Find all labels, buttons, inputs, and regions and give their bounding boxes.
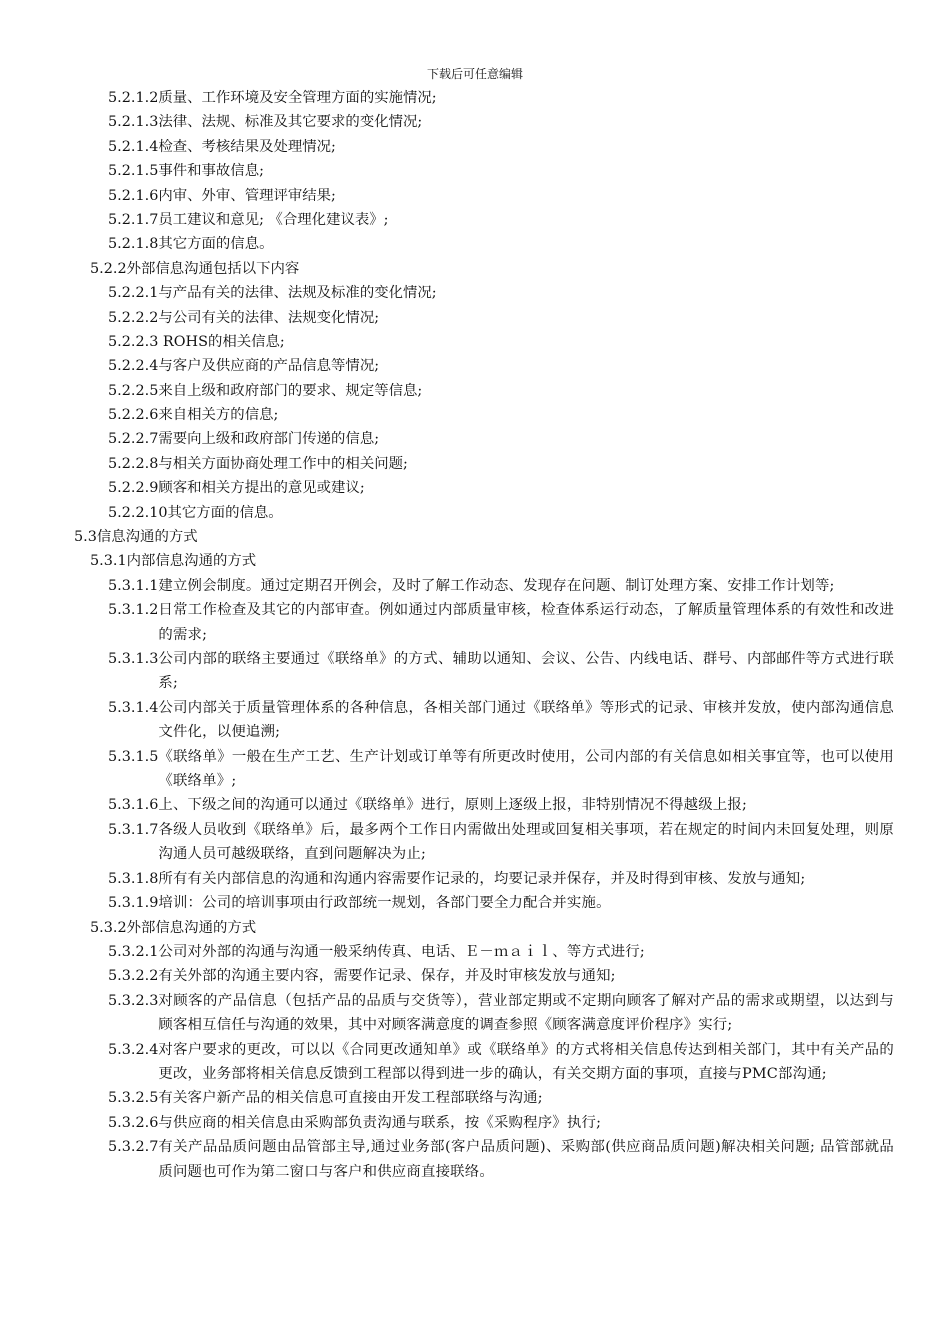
clause-text: 上、下级之间的沟通可以通过《联络单》进行，原则上逐级上报，非特别情况不得越级上报; bbox=[158, 797, 748, 814]
clause-number: 5.3.2.7 bbox=[108, 1139, 159, 1156]
clause-text: 公司内部的联络主要通过《联络单》的方式、辅助以通知、会议、公告、内线电话、群号、内部邮件等方式进行联系; bbox=[158, 651, 894, 692]
list-item: 5.2.2.10其它方面的信息。 bbox=[108, 504, 283, 521]
document-body bbox=[0, 86, 950, 1184]
section-heading-5-2-2: 5.2.2外部信息沟通包括以下内容 bbox=[90, 260, 300, 277]
list-item: 5.2.1.5事件和事故信息; bbox=[108, 163, 264, 180]
clause-item bbox=[0, 745, 894, 794]
page-header: 下载后可任意编辑 bbox=[426, 67, 523, 81]
clause-number: 5.3.2.6 bbox=[108, 1114, 159, 1131]
list-item: 5.2.1.2质量、工作环境及安全管理方面的实施情况; bbox=[108, 90, 437, 106]
clause-item bbox=[0, 1111, 894, 1135]
clause-number: 5.3.1.1 bbox=[108, 577, 159, 594]
clause-text: 建立例会制度。通过定期召开例会，及时了解工作动态、发现存在问题、制订处理方案、安排工作计划等; bbox=[158, 577, 835, 594]
clause-item bbox=[0, 891, 894, 915]
clause-item bbox=[0, 818, 894, 867]
section-heading-5-3-2: 5.3.2外部信息沟通的方式 bbox=[90, 919, 257, 936]
clause-item bbox=[0, 940, 894, 964]
clause-number: 5.3.1.3 bbox=[108, 651, 159, 668]
clause-item bbox=[0, 964, 894, 988]
clause-number: 5.3.1.9 bbox=[108, 895, 159, 912]
clause-text: 与供应商的相关信息由采购部负责沟通与联系，按《采购程序》执行; bbox=[158, 1114, 602, 1131]
list-item: 5.2.2.1与产品有关的法律、法规及标准的变化情况; bbox=[108, 285, 437, 302]
list-item: 5.2.2.8与相关方面协商处理工作中的相关问题; bbox=[108, 455, 408, 472]
clause-item bbox=[0, 867, 894, 891]
clause-text: 培训：公司的培训事项由行政部统一规划，各部门要全力配合并实施。 bbox=[158, 895, 611, 912]
list-item: 5.2.2.4与客户及供应商的产品信息等情况; bbox=[108, 358, 380, 375]
clause-number: 5.3.1.5 bbox=[108, 748, 159, 765]
clause-item bbox=[0, 1038, 894, 1087]
section-heading-5-3: 5.3信息沟通的方式 bbox=[74, 529, 198, 546]
list-item: 5.2.1.3法律、法规、标准及其它要求的变化情况; bbox=[108, 114, 423, 131]
clause-text: 公司内部关于质量管理体系的各种信息，各相关部门通过《联络单》等形式的记录、审核并发放，使内部沟通信息文件化，以便追溯; bbox=[158, 699, 894, 741]
clause-number: 5.3.2.5 bbox=[108, 1090, 159, 1107]
clause-text: 有关产品品质问题由品管部主导,通过业务部(客户品质问题)、采购部(供应商品质问题)解决相关问题; 品管部就品质问题也可作为第二窗口与客户和供应商直接联络。 bbox=[158, 1139, 894, 1180]
list-item: 5.2.2.6来自相关方的信息; bbox=[108, 407, 279, 424]
clause-item bbox=[0, 793, 894, 817]
clause-text: 各级人员收到《联络单》后，最多两个工作日内需做出处理或回复相关事项，若在规定的时间内未回复处理，则原沟通人员可越级联络，直到问题解决为止; bbox=[158, 821, 894, 863]
clause-number: 5.3.1.2 bbox=[108, 602, 159, 619]
clause-text: 《联络单》一般在生产工艺、生产计划或订单等有所更改时使用，公司内部的有关信息如相关事宜等，也可以使用《联络单》; bbox=[158, 748, 894, 790]
clause-number: 5.3.1.6 bbox=[108, 797, 159, 814]
list-item: 5.2.1.7员工建议和意见; 《合理化建议表》; bbox=[108, 211, 389, 228]
clause-item bbox=[0, 647, 894, 696]
list-item: 5.2.2.7需要向上级和政府部门传递的信息; bbox=[108, 431, 380, 448]
clause-number: 5.3.1.7 bbox=[108, 821, 159, 838]
list-item: 5.2.2.5来自上级和政府部门的要求、规定等信息; bbox=[108, 382, 423, 399]
clause-number: 5.3.1.8 bbox=[108, 870, 159, 887]
section-heading-5-3-1: 5.3.1内部信息沟通的方式 bbox=[90, 553, 257, 570]
clause-number: 5.3.1.4 bbox=[108, 699, 159, 716]
clause-text: 对顾客的产品信息（包括产品的品质与交货等），营业部定期或不定期向顾客了解对产品的需求或期望，以达到与顾客相互信任与沟通的效果，其中对顾客满意度的调查参照《顾客满意度评价程序》实行; bbox=[158, 992, 894, 1034]
clause-text: 有关外部的沟通主要内容，需要作记录、保存，并及时审核发放与通知; bbox=[158, 968, 616, 985]
clause-text: 对客户要求的更改，可以以《合同更改通知单》或《联络单》的方式将相关信息传达到相关部门，其中有关产品的更改，业务部将相关信息反馈到工程部以得到进一步的确认，有关交期方面的事项，直接与PMC部沟通; bbox=[158, 1041, 894, 1082]
list-item: 5.2.1.4检查、考核结果及处理情况; bbox=[108, 138, 336, 155]
clause-number: 5.3.2.1 bbox=[108, 943, 159, 960]
clause-item bbox=[0, 598, 894, 647]
list-item: 5.2.2.2与公司有关的法律、法规变化情况; bbox=[108, 309, 380, 326]
list-item: 5.2.1.6内审、外审、管理评审结果; bbox=[108, 187, 336, 204]
clause-text: 公司对外部的沟通与沟通一般采纳传真、电话、Ｅ－ｍａｉｌ、等方式进行; bbox=[158, 943, 645, 960]
clause-item bbox=[0, 574, 894, 598]
clause-text: 日常工作检查及其它的内部审查。例如通过内部质量审核，检查体系运行动态，了解质量管理体系的有效性和改进的需求; bbox=[158, 602, 894, 643]
clause-item bbox=[0, 1086, 894, 1110]
clause-item bbox=[0, 989, 894, 1038]
clause-item bbox=[0, 696, 894, 745]
list-item: 5.2.2.9顾客和相关方提出的意见或建议; bbox=[108, 480, 365, 497]
clause-number: 5.3.2.2 bbox=[108, 968, 159, 985]
clause-text: 有关客户新产品的相关信息可直接由开发工程部联络与沟通; bbox=[158, 1090, 543, 1107]
list-item: 5.2.1.8其它方面的信息。 bbox=[108, 236, 274, 253]
list-item: 5.2.2.3 ROHS的相关信息; bbox=[108, 333, 285, 350]
clause-number: 5.3.2.3 bbox=[108, 992, 159, 1009]
clause-number: 5.3.2.4 bbox=[108, 1041, 159, 1058]
clause-text: 所有有关内部信息的沟通和沟通内容需要作记录的，均要记录并保存，并及时得到审核、发放与通知; bbox=[158, 870, 806, 887]
clause-item bbox=[0, 1135, 894, 1184]
